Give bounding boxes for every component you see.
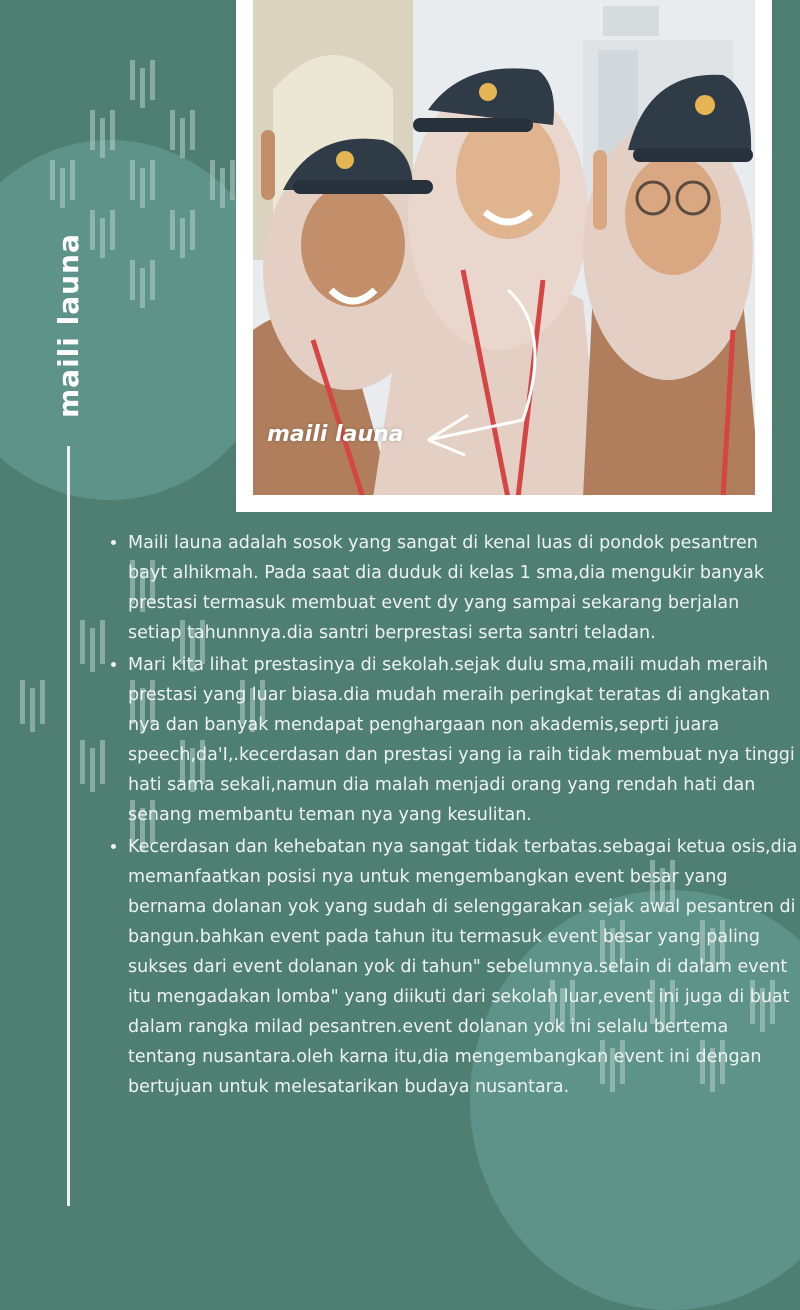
- paragraph-3: • Kecerdasan dan kehebatan nya sangat tidak terbatas.sebagai ketua osis,dia memanfaatkan posisi nya untuk mengembangkan event besar yang bernama dolanan yok yang sudah di selenggarakan sejak awal pesantren di bangun.bahkan event pada tahun itu termasuk event besar yang paling sukses dari event dolanan yok di tahun" sebelumnya.selain di dalam event itu mengadakan lomba" yang diikuti dari sekolah luar,event ini juga di buat dalam rangka milad pesantren.event dolanan yok ini selalu bertema tentang nusantara.oleh karna itu,dia mengembangkan event ini dengan bertujuan untuk melesatarikan budaya nusantara.: [128, 832, 798, 1102]
- photo-illustration: [253, 0, 755, 495]
- photo-frame: [236, 0, 772, 512]
- vertical-title: maili launa: [52, 233, 85, 418]
- photo-caption: maili launa: [267, 422, 404, 447]
- paragraph-2: • Mari kita lihat prestasinya di sekolah.sejak dulu sma,maili mudah meraih prestasi yang luar biasa.dia mudah meraih peringkat teratas di angkatan nya dan banyak mendapat penghargaan non akademis,seprti juara speech,da'I,.kecerdasan dan prestasi yang ia raih tidak membuat nya tinggi hati sama sekali,namun dia malah menjadi orang yang rendah hati dan senang membantu teman nya yang kesulitan.: [128, 650, 798, 830]
- paragraph-1: • Maili launa adalah sosok yang sangat di kenal luas di pondok pesantren bayt alhikmah. Pada saat dia duduk di kelas 1 sma,dia mengukir banyak prestasi termasuk membuat event dy yang sampai sekarang berjalan setiap tahunnnya.dia santri berprestasi serta santri teladan.: [128, 528, 798, 648]
- group-photo: [253, 0, 755, 495]
- description-list: [106, 528, 798, 1104]
- vertical-divider-line: [67, 446, 70, 1206]
